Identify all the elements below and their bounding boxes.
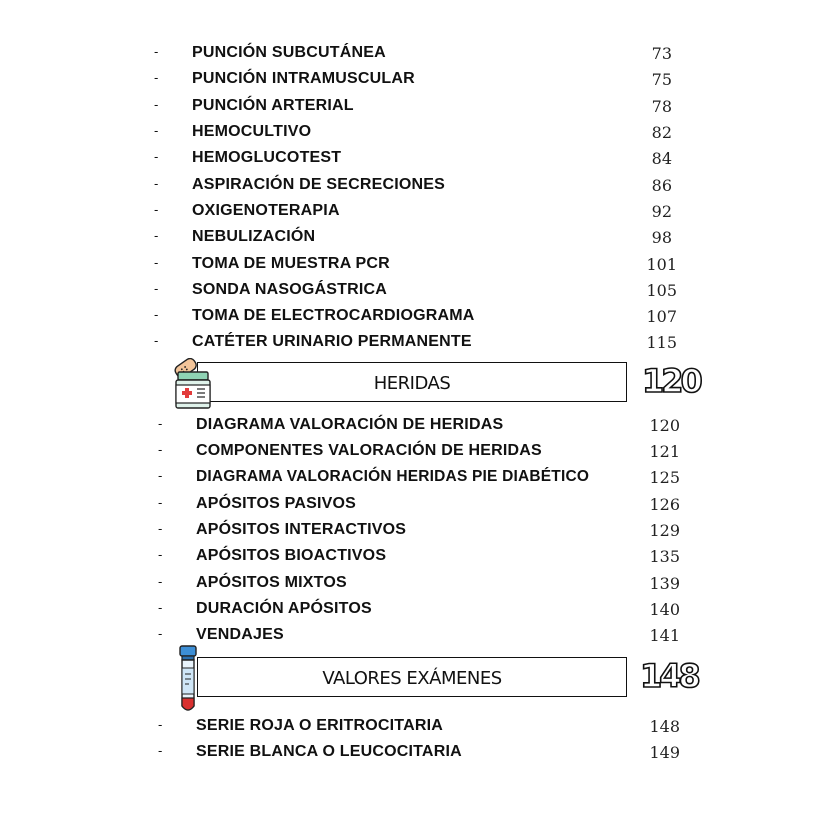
entry-page-number: 141 — [649, 626, 680, 645]
toc-entry[interactable] — [0, 468, 827, 490]
entry-title: VENDAJES — [196, 626, 284, 643]
entry-dash: - — [158, 743, 163, 758]
entry-title: ASPIRACIÓN DE SECRECIONES — [192, 176, 446, 193]
entry-page-number: 84 — [651, 149, 672, 168]
toc-entry[interactable] — [0, 333, 827, 355]
entry-dash: - — [158, 626, 163, 641]
entry-page-number: 86 — [651, 176, 672, 195]
entry-page-number: 121 — [649, 442, 680, 461]
toc-entry[interactable] — [0, 149, 827, 171]
entry-page-number: 92 — [651, 202, 672, 221]
entry-dash: - — [154, 149, 159, 164]
toc-entry[interactable] — [0, 70, 827, 92]
toc-entry[interactable] — [0, 176, 827, 198]
toc-entry[interactable] — [0, 307, 827, 329]
entry-title: HEMOCULTIVO — [192, 123, 312, 140]
entry-page-number: 139 — [649, 574, 680, 593]
entry-dash: - — [158, 521, 163, 536]
section-heading-box[interactable] — [197, 657, 627, 697]
entry-dash: - — [154, 255, 159, 270]
entry-title: COMPONENTES VALORACIÓN DE HERIDAS — [196, 442, 542, 459]
entry-title: PUNCIÓN SUBCUTÁNEA — [192, 44, 386, 61]
blood-test-tube-icon — [177, 644, 199, 721]
entry-dash: - — [154, 281, 159, 296]
entry-page-number: 98 — [651, 228, 672, 247]
entry-dash: - — [158, 600, 163, 615]
section-page-number: 120 — [642, 362, 700, 400]
section-heading-label: HERIDAS — [373, 373, 451, 394]
entry-title: SERIE BLANCA O LEUCOCITARIA — [196, 743, 462, 760]
entry-title: APÓSITOS BIOACTIVOS — [196, 547, 387, 564]
entry-page-number: 125 — [649, 468, 680, 487]
entry-dash: - — [158, 416, 163, 431]
entry-title: DIAGRAMA VALORACIÓN HERIDAS PIE DIABÉTICO — [196, 468, 590, 485]
toc-entry[interactable] — [0, 600, 827, 622]
entry-page-number: 73 — [651, 44, 672, 63]
section-page-number: 148 — [640, 657, 698, 695]
toc-entry[interactable] — [0, 574, 827, 596]
entry-title: SERIE ROJA O ERITROCITARIA — [196, 717, 443, 734]
toc-entry[interactable] — [0, 123, 827, 145]
entry-dash: - — [158, 442, 163, 457]
entry-title: TOMA DE MUESTRA PCR — [192, 255, 390, 272]
toc-entry[interactable] — [0, 255, 827, 277]
entry-title: PUNCIÓN INTRAMUSCULAR — [192, 70, 415, 87]
section-heading-box[interactable] — [197, 362, 627, 402]
entry-dash: - — [154, 333, 159, 348]
entry-dash: - — [158, 495, 163, 510]
entry-page-number: 120 — [649, 416, 680, 435]
entry-title: SONDA NASOGÁSTRICA — [192, 281, 388, 298]
entry-page-number: 126 — [649, 495, 680, 514]
entry-title: CATÉTER URINARIO PERMANENTE — [192, 333, 472, 350]
entry-page-number: 105 — [646, 281, 677, 300]
entry-dash: - — [158, 717, 163, 732]
entry-title: HEMOGLUCOTEST — [192, 149, 342, 166]
entry-page-number: 82 — [651, 123, 672, 142]
toc-entry[interactable] — [0, 44, 827, 66]
entry-title: APÓSITOS PASIVOS — [196, 495, 356, 512]
toc-entry[interactable] — [0, 547, 827, 569]
entry-title: TOMA DE ELECTROCARDIOGRAMA — [192, 307, 475, 324]
entry-page-number: 129 — [649, 521, 680, 540]
entry-dash: - — [154, 228, 159, 243]
entry-title: APÓSITOS INTERACTIVOS — [196, 521, 407, 538]
toc-entry[interactable] — [0, 202, 827, 224]
entry-page-number: 135 — [649, 547, 680, 566]
entry-page-number: 107 — [646, 307, 677, 326]
entry-dash: - — [154, 123, 159, 138]
toc-entry[interactable] — [0, 626, 827, 648]
entry-page-number: 140 — [649, 600, 680, 619]
entry-page-number: 149 — [649, 743, 680, 762]
entry-dash: - — [158, 468, 163, 483]
toc-entry[interactable] — [0, 228, 827, 250]
entry-title: NEBULIZACIÓN — [192, 228, 316, 245]
entry-title: DURACIÓN APÓSITOS — [196, 600, 372, 617]
entry-title: DIAGRAMA VALORACIÓN DE HERIDAS — [196, 416, 504, 433]
entry-dash: - — [154, 176, 159, 191]
entry-title: PUNCIÓN ARTERIAL — [192, 97, 354, 114]
entry-title: APÓSITOS MIXTOS — [196, 574, 347, 591]
toc-entry[interactable] — [0, 416, 827, 438]
toc-entry[interactable] — [0, 717, 827, 739]
entry-page-number: 115 — [646, 333, 677, 352]
toc-entry[interactable] — [0, 743, 827, 765]
bandage-kit-icon — [172, 358, 212, 415]
section-heading-label: VALORES EXÁMENES — [322, 668, 502, 689]
toc-entry[interactable] — [0, 495, 827, 517]
toc-entry[interactable] — [0, 442, 827, 464]
entry-title: OXIGENOTERAPIA — [192, 202, 340, 219]
entry-page-number: 75 — [651, 70, 672, 89]
toc-entry[interactable] — [0, 97, 827, 119]
entry-dash: - — [154, 307, 159, 322]
toc-entry[interactable] — [0, 281, 827, 303]
entry-dash: - — [158, 574, 163, 589]
entry-page-number: 101 — [646, 255, 677, 274]
toc-entry[interactable] — [0, 521, 827, 543]
entry-dash: - — [158, 547, 163, 562]
entry-dash: - — [154, 44, 159, 59]
entry-page-number: 78 — [651, 97, 672, 116]
entry-dash: - — [154, 202, 159, 217]
entry-dash: - — [154, 70, 159, 85]
entry-page-number: 148 — [649, 717, 680, 736]
entry-dash: - — [154, 97, 159, 112]
